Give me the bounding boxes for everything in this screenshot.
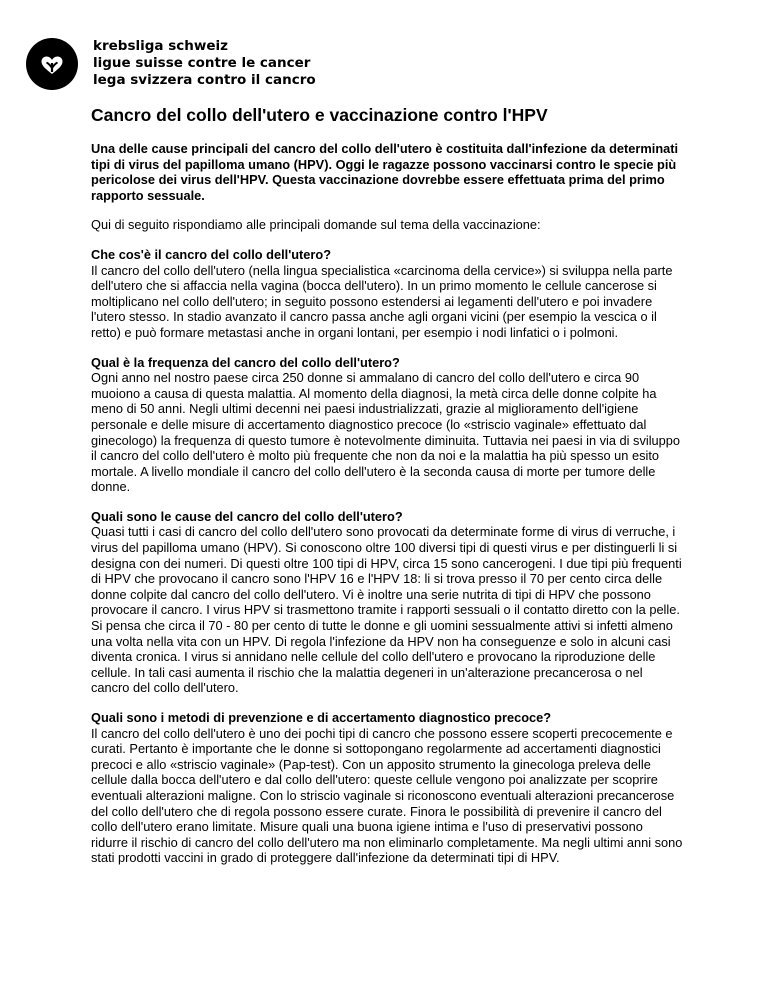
brand-line-fr: ligue suisse contre le cancer <box>93 55 311 71</box>
brand-line-it: lega svizzera contro il cancro <box>93 72 316 88</box>
article <box>91 104 683 880</box>
krebsliga-heart-logo-icon <box>26 38 78 90</box>
section-body: Il cancro del collo dell'utero (nella lingua specialistica «carcinoma della cervice») si sviluppa nella parte dell'utero che si affaccia nella vagina (bocca dell'utero). In un primo momento le cellule cancerose si moltiplicano nel collo dell'utero; in seguito possono estendersi ai legamenti dell'utero e poi invadere l'utero stesso. In stadio avanzato il cancro passa anche agli organi vicini (per esempio la vescica o il retto) e può formare metastasi anche in organi lontani, per esempio i nodi linfatici o i polmoni. <box>91 262 673 340</box>
lead-paragraph: Una delle cause principali del cancro del collo dell'utero è costituita dall'infezione da determinati tipi di virus del papilloma umano (HPV). Oggi le ragazze possono vaccinarsi contro le specie più pericolose dei virus dell'HPV. Questa vaccinazione dovrebbe essere effettuata prima del primo rapporto sessuale. <box>91 141 679 203</box>
section-what-is <box>91 247 683 341</box>
section-frequency <box>91 355 683 495</box>
section-heading: Quali sono le cause del cancro del collo dell'utero? <box>91 508 403 524</box>
section-prevention <box>91 710 683 866</box>
section-heading: Quali sono i metodi di prevenzione e di accertamento diagnostico precoce? <box>91 710 552 725</box>
intro-paragraph: Qui di seguito rispondiamo alle principali domande sul tema della vaccinazione: <box>91 217 541 233</box>
section-body: Ogni anno nel nostro paese circa 250 donne si ammalano di cancro del collo dell'utero e circa 90 muoiono a causa di questa malattia. Al momento della diagnosi, la metà circa delle donne colpite ha meno di 50 anni. Negli ultimi decenni nei paesi industrializzati, grazie al miglioramento dell'igiene personale e delle misure di accertamento diagnostico precoce (lo «striscio vaginale» effettuato dal ginecologo) la frequenza di questo tumore è notevolmente diminuita. Tuttavia nei paesi in via di sviluppo il cancro del collo dell'utero è molto più frequente che non da noi e la malattia ha più spesso un esito mortale. A livello mondiale il cancro del collo dell'utero è la seconda causa di morte per tumore delle donne. <box>91 370 681 495</box>
brand-line-de: krebsliga schweiz <box>93 38 228 54</box>
section-body: Quasi tutti i casi di cancro del collo dell'utero sono provocati da determinate forme di virus di verruche, i virus del papilloma umano (HPV). Si conoscono oltre 100 diversi tipi di questi virus e per distinguerli li si designa con dei numeri. Di questi oltre 100 tipi di HPV, circa 15 sono cancerogeni. I due tipi più frequenti di HPV che provocano il cancro sono l'HPV 16 e l'HPV 18: li si trova presso il 70 per cento circa delle donne colpite dal cancro del collo dell'utero. Vi è inoltre una serie nutrita di tipi di HPV che possono provocare il cancro. I virus HPV si trasmettono tramite i rapporti sessuali o il contatto diretto con la pelle. Si pensa che circa il 70 - 80 per cento di tutte le donne e gli uomini sessualmente attivi si infetti almeno una volta nella vita con un HPV. Di regola l'infezione da HPV non ha conseguenze e solo in alcuni casi diventa cronica. I virus si annidano nelle cellule del collo dell'utero e provocano la riproduzione delle cellule. In tali casi aumenta il rischio che la malattia degeneri in un'alterazione precancerosa o nel cancro del collo dell'utero. <box>91 524 682 696</box>
section-body: Il cancro del collo dell'utero è uno dei pochi tipi di cancro che possono essere scoperti precocemente e curati. Pertanto è importante che le donne si sottopongano regolarmente ad accertamenti diagnostici precoci e allo «striscio vaginale» (Pap-test). Con un apposito strumento la ginecologa preleva delle cellule dalla bocca dell'utero e dal collo dell'utero: queste cellule vengono poi analizzate per scoprire eventuali alterazioni maligne. Con lo striscio vaginale si riconoscono eventuali alterazioni precancerose del collo dell'utero che di regola possono essere curate. Finora le possibilità di prevenire il cancro del collo dell'utero erano limitate. Misure quali una buona igiene intima e l'uso di preservativi possono ridurre il rischio di cancro del collo dell'utero ma non eliminarlo completamente. Ma negli ultimi anni sono stati prodotti vaccini in grado di proteggere dall'infezione da determinati tipi di HPV. <box>91 725 683 866</box>
page-title: Cancro del collo dell'utero e vaccinazione contro l'HPV <box>91 105 548 125</box>
section-heading: Che cos'è il cancro del collo dell'utero? <box>91 246 332 262</box>
section-heading: Qual è la frequenza del cancro del collo dell'utero? <box>91 354 400 370</box>
section-causes <box>91 509 683 696</box>
brand-name <box>93 38 316 89</box>
